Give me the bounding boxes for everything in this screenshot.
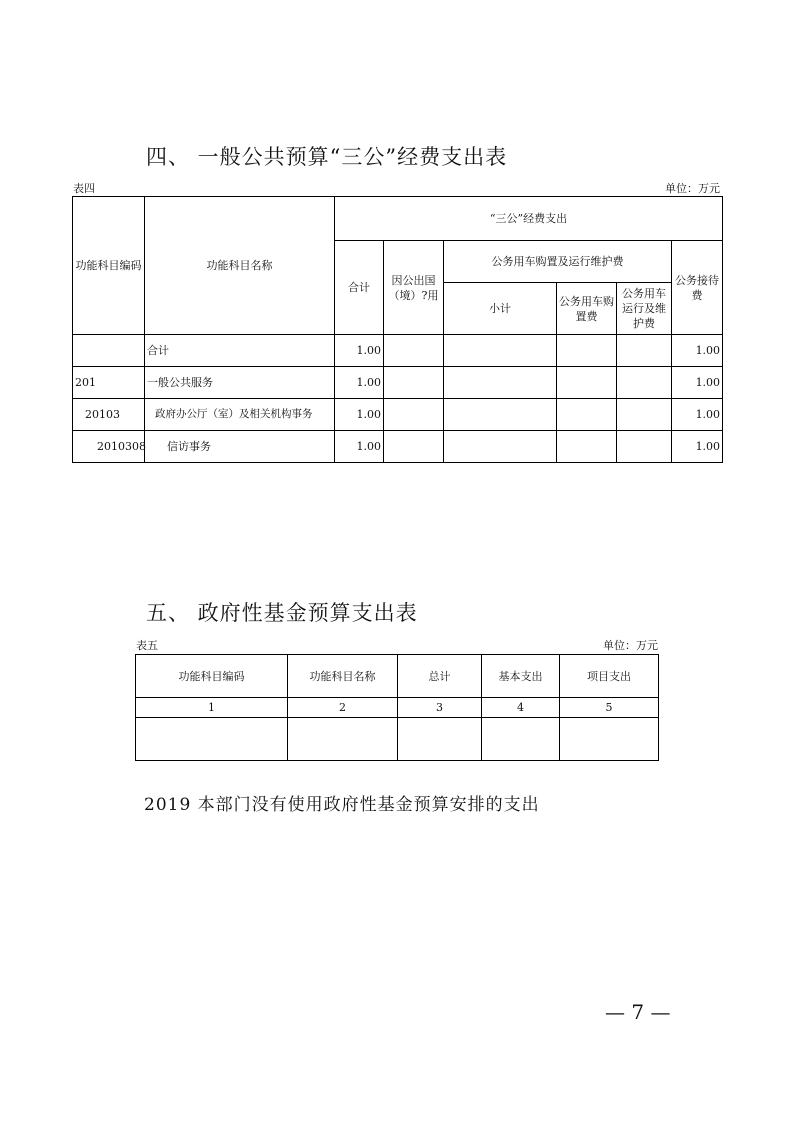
empty-cell [136, 718, 288, 761]
cell-subtotal [444, 431, 557, 463]
table-row [73, 335, 723, 367]
header-total: 总计 [398, 655, 482, 698]
header-name: 功能科目名称 [288, 655, 398, 698]
cell-reception: 1.00 [672, 335, 723, 367]
cell-code: 20103 [73, 399, 145, 431]
header-code: 功能科目编码 [73, 197, 145, 335]
cell-abroad [384, 399, 444, 431]
section5-unit: 单位：万元 [603, 639, 658, 652]
cell-abroad [384, 335, 444, 367]
header-group: “三公”经费支出 [335, 197, 723, 241]
cell-name: 合计 [145, 335, 335, 367]
section5-title: 五、 政府性基金预算支出表 [146, 601, 418, 625]
cell-total: 1.00 [335, 399, 384, 431]
section5-table-label: 表五 [136, 639, 158, 652]
cell-purchase [557, 399, 617, 431]
section4-title: 四、 一般公共预算“三公”经费支出表 [146, 145, 508, 169]
table-government-fund-expenses [135, 654, 659, 761]
index-cell: 1 [136, 698, 288, 718]
cell-total: 1.00 [335, 431, 384, 463]
empty-cell [482, 718, 560, 761]
section4-table-label: 表四 [73, 182, 95, 195]
table-row [73, 399, 723, 431]
empty-cell [288, 718, 398, 761]
cell-reception: 1.00 [672, 399, 723, 431]
cell-purchase [557, 335, 617, 367]
cell-reception: 1.00 [672, 367, 723, 399]
empty-cell [560, 718, 659, 761]
header-code: 功能科目编码 [136, 655, 288, 698]
section5-note: 2019 本部门没有使用政府性基金预算安排的支出 [144, 795, 540, 815]
cell-total: 1.00 [335, 335, 384, 367]
header-reception: 公务接待费 [672, 241, 723, 335]
cell-operation [617, 431, 672, 463]
cell-operation [617, 367, 672, 399]
cell-total: 1.00 [335, 367, 384, 399]
cell-code: 2010308 [73, 431, 145, 463]
header-purchase: 公务用车购置费 [557, 283, 617, 335]
table-row [136, 718, 659, 761]
header-project: 项目支出 [560, 655, 659, 698]
cell-reception: 1.00 [672, 431, 723, 463]
section4-unit: 单位：万元 [665, 182, 720, 195]
header-subtotal: 小计 [444, 283, 557, 335]
cell-name: 信访事务 [145, 431, 335, 463]
empty-cell [398, 718, 482, 761]
header-operation: 公务用车运行及维护费 [617, 283, 672, 335]
cell-subtotal [444, 335, 557, 367]
cell-abroad [384, 431, 444, 463]
cell-purchase [557, 431, 617, 463]
cell-name: 政府办公厅（室）及相关机构事务 [145, 399, 335, 431]
table-three-public-expenses [72, 196, 723, 463]
page-number: — 7 — [605, 1000, 671, 1024]
table-row [73, 431, 723, 463]
cell-subtotal [444, 399, 557, 431]
cell-purchase [557, 367, 617, 399]
header-name: 功能科目名称 [145, 197, 335, 335]
header-abroad: 因公出国（境）?用 [384, 241, 444, 335]
header-vehicle: 公务用车购置及运行维护费 [444, 241, 672, 283]
cell-subtotal [444, 367, 557, 399]
header-total: 合计 [335, 241, 384, 335]
table-row [73, 367, 723, 399]
cell-name: 一般公共服务 [145, 367, 335, 399]
cell-operation [617, 399, 672, 431]
cell-code [73, 335, 145, 367]
index-cell: 5 [560, 698, 659, 718]
index-cell: 4 [482, 698, 560, 718]
cell-operation [617, 335, 672, 367]
index-cell: 2 [288, 698, 398, 718]
header-basic: 基本支出 [482, 655, 560, 698]
index-cell: 3 [398, 698, 482, 718]
cell-code: 201 [73, 367, 145, 399]
cell-abroad [384, 367, 444, 399]
